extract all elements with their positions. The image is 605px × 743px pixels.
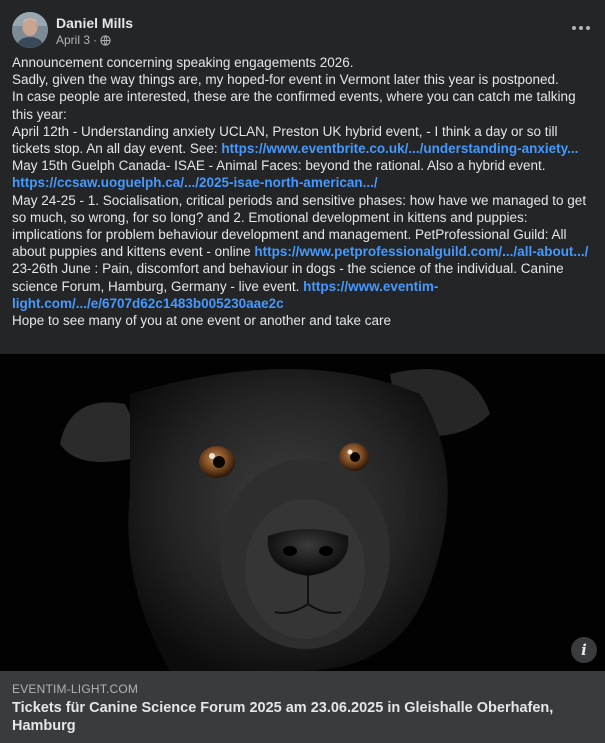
- event-june-text: 23-26th June : Pain, discomfort and behaviour in dogs - the science of the individual. Canine science Forum, Hamburg, Germany - live event.: [12, 261, 564, 294]
- event-may15-text: May 15th Guelph Canada- ISAE - Animal Faces: beyond the rational. Also a hybrid event.: [12, 158, 546, 174]
- post-header: [0, 0, 605, 56]
- post-date[interactable]: April 3: [56, 33, 91, 47]
- ccsaw-link[interactable]: https://ccsaw.uoguelph.ca/.../2025-isae-north-american.../: [12, 175, 378, 191]
- event-may15: [12, 157, 597, 191]
- post-paragraph: In case people are interested, these are the confirmed events, where you can catch me talking this year:: [12, 89, 576, 122]
- event-june: [12, 260, 597, 312]
- author-avatar[interactable]: [12, 12, 48, 48]
- event-april-text: April 12th - Understanding anxiety UCLAN, Preston UK hybrid event, - I think a day or so till tickets stop. An all day event. See:: [12, 123, 558, 157]
- meta-separator: ·: [93, 33, 98, 47]
- post-meta: [56, 33, 111, 47]
- globe-icon[interactable]: [100, 35, 111, 46]
- more-options-icon[interactable]: [569, 18, 593, 38]
- avatar-photo: [12, 12, 48, 48]
- eventbrite-link[interactable]: https://www.eventbrite.co.uk/.../understanding-anxiety...: [221, 141, 579, 157]
- event-may24: [12, 192, 597, 261]
- link-preview-image[interactable]: [0, 354, 605, 671]
- event-may24-text: May 24-25 - 1. Socialisation, critical periods and sensitive phases: how have we managed to get so much, so wrong, for so long? and 2. Emotional development in kittens and puppies: implications for problem behaviour development and management. PetProfessional Guild: All about puppies and kittens event - online: [12, 192, 587, 260]
- post-paragraph: Sadly, given the way things are, my hoped-for event in Vermont later this year is postponed.: [12, 72, 559, 88]
- post-paragraph: Announcement concerning speaking engagements 2026.: [12, 55, 354, 70]
- post-body: [12, 54, 597, 329]
- info-icon[interactable]: i: [571, 637, 597, 663]
- link-title[interactable]: Tickets für Canine Science Forum 2025 am 23.06.2025 in Gleishalle Oberhafen, Hamburg: [12, 700, 554, 734]
- eventim-link[interactable]: https://www.eventim-light.com/.../e/6707d62c1483b005230aae2c: [12, 278, 439, 311]
- post-closing: Hope to see many of you at one event or another and take care: [12, 313, 391, 329]
- dog-photo: [0, 354, 605, 671]
- link-domain: EVENTIM-LIGHT.COM: [12, 682, 139, 696]
- link-preview-card[interactable]: [0, 671, 605, 743]
- author-name[interactable]: Daniel Mills: [56, 15, 134, 31]
- petprofessional-link[interactable]: https://www.petprofessionalguild.com/.../all-about.../: [254, 244, 589, 260]
- event-april: [12, 123, 597, 157]
